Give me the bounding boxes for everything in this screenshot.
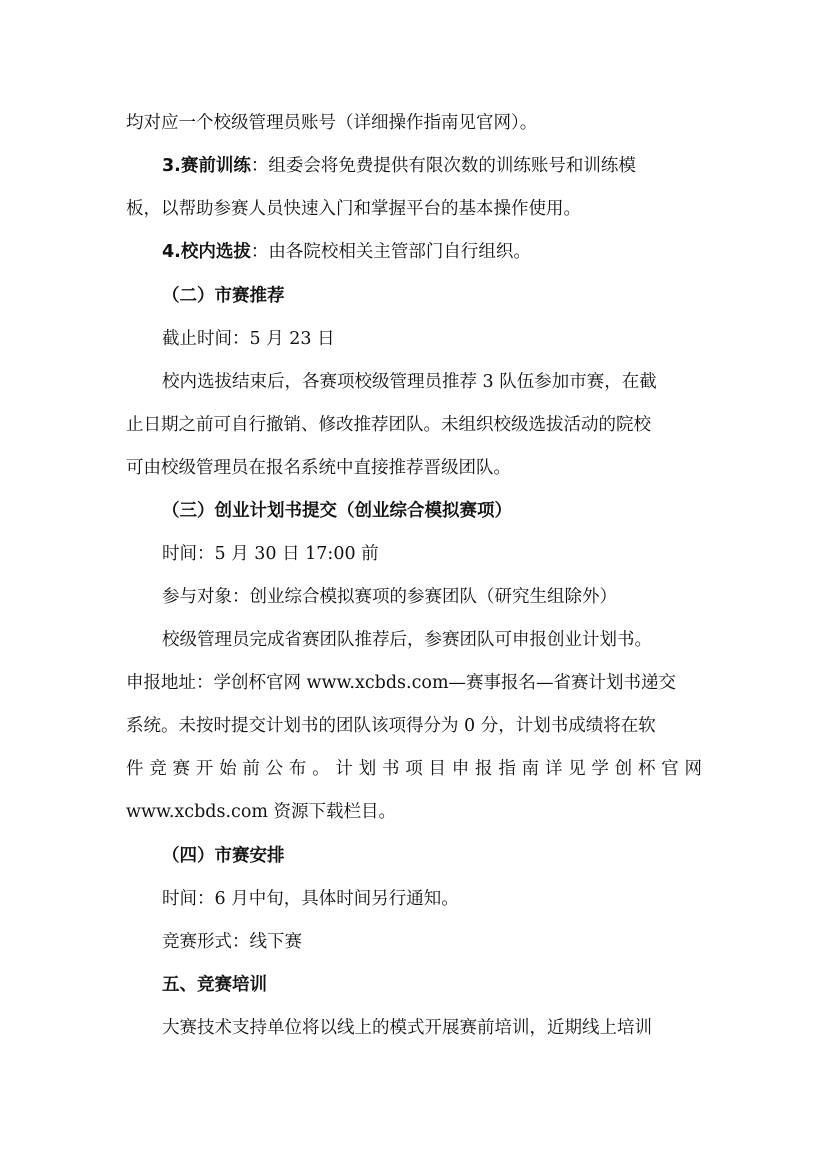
paragraph-line: www.xcbds.com 资源下载栏目。 (126, 802, 397, 822)
paragraph-line: 时间：5 月 30 日 17:00 前 (162, 544, 379, 564)
paragraph-line: 大赛技术支持单位将以线上的模式开展赛前培训，近期线上培训 (162, 1018, 652, 1038)
paragraph-line: 校内选拔结束后，各赛项校级管理员推荐 3 队伍参加市赛，在截 (162, 372, 657, 392)
paragraph-line: 止日期之前可自行撤销、修改推荐团队。未组织校级选拔活动的院校 (126, 415, 651, 435)
item-text: ：组委会将免费提供有限次数的训练账号和训练模 (250, 156, 636, 176)
paragraph-line: 竞赛形式：线下赛 (162, 932, 302, 952)
paragraph-line: 可由校级管理员在报名系统中直接推荐晋级团队。 (126, 458, 511, 478)
paragraph-line: 参与对象：创业综合模拟赛项的参赛团队（研究生组除外） (162, 587, 617, 607)
paragraph-line (162, 240, 826, 264)
section-heading: （四）市赛安排 (162, 846, 285, 866)
paragraph-line: 板，以帮助参赛人员快速入门和掌握平台的基本操作使用。 (126, 199, 581, 219)
paragraph-line: 件竞赛开始前公布。计划书项目申报指南详见学创杯官网 (126, 759, 702, 779)
section-heading: （二）市赛推荐 (162, 286, 285, 306)
paragraph-line: 系统。未按时提交计划书的团队该项得分为 0 分，计划书成绩将在软 (126, 716, 656, 736)
paragraph-line: 申报地址：学创杯官网 www.xcbds.com—赛事报名—省赛计划书递交 (126, 673, 677, 693)
item-text: ：由各院校相关主管部门自行组织。 (250, 242, 531, 262)
paragraph-line (162, 154, 826, 178)
paragraph-line: 截止时间：5 月 23 日 (162, 329, 335, 349)
item-label: 4.校内选拔 (162, 242, 251, 262)
paragraph-line: 均对应一个校级管理员账号（详细操作指南见官网）。 (126, 113, 538, 133)
section-heading: （三）创业计划书提交（创业综合模拟赛项） (162, 501, 512, 521)
item-label: 3.赛前训练 (162, 156, 251, 176)
chapter-heading: 五、竞赛培训 (162, 975, 267, 995)
paragraph-line: 校级管理员完成省赛团队推荐后，参赛团队可申报创业计划书。 (162, 630, 652, 650)
paragraph-line: 时间：6 月中旬，具体时间另行通知。 (162, 889, 459, 909)
